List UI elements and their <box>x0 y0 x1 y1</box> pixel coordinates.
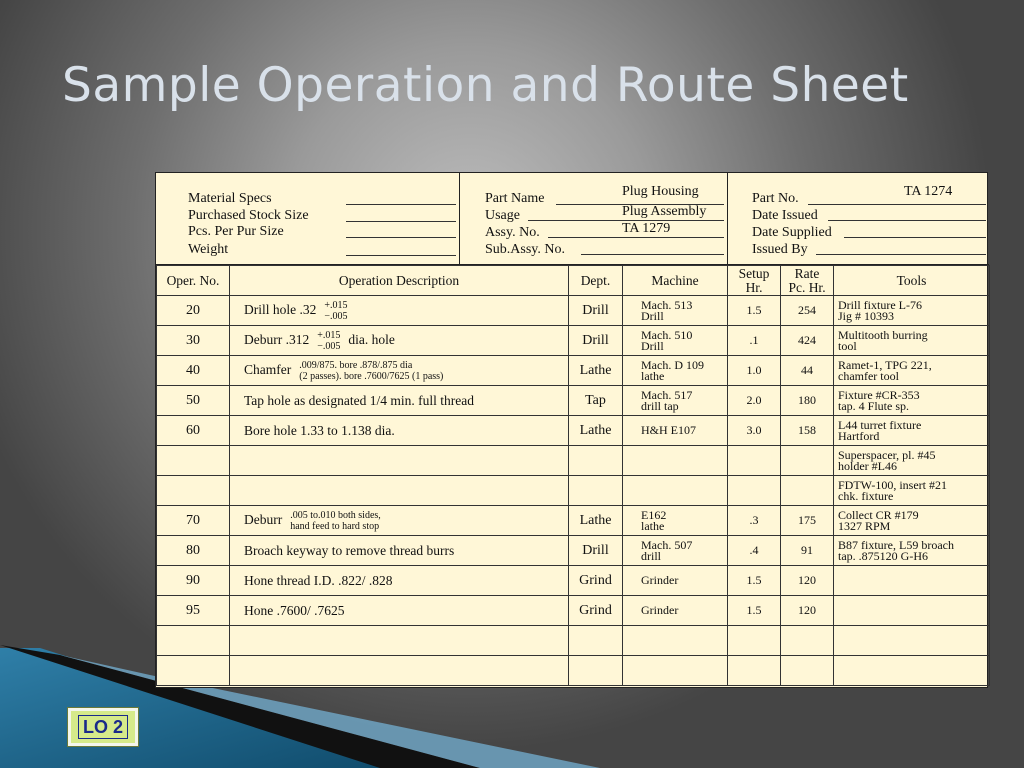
route-sheet <box>155 172 988 688</box>
table-row <box>157 596 990 626</box>
table-row <box>157 326 990 356</box>
col-machine: Machine <box>623 266 728 296</box>
oper-no-cell: 60 <box>157 416 230 446</box>
setup-cell <box>728 626 781 656</box>
dept-cell: Lathe <box>569 356 623 386</box>
part-no-value: TA 1274 <box>904 184 953 199</box>
date-issued-label: Date Issued <box>752 208 818 223</box>
tools-cell <box>834 656 990 686</box>
rate-cell <box>781 626 834 656</box>
dept-cell: Grind <box>569 566 623 596</box>
tools-cell: B87 fixture, L59 broach tap. .875120 G-H6 <box>834 536 990 566</box>
description-cell: Deburr .005 to.010 both sides, hand feed to hard stop <box>230 506 569 536</box>
operations-table <box>156 265 990 686</box>
oper-no-cell: 80 <box>157 536 230 566</box>
table-row <box>157 656 990 686</box>
machine-cell <box>623 446 728 476</box>
description-cell: Hone .7600/ .7625 <box>230 596 569 626</box>
col-oper-no: Oper. No. <box>157 266 230 296</box>
rate-cell <box>781 476 834 506</box>
oper-no-cell <box>157 626 230 656</box>
oper-no-cell: 20 <box>157 296 230 326</box>
tools-cell: Fixture #CR-353 tap. 4 Flute sp. <box>834 386 990 416</box>
description-cell: Deburr .312 +.015 −.005 dia. hole <box>230 326 569 356</box>
machine-cell: Mach. D 109 lathe <box>623 356 728 386</box>
setup-cell: .3 <box>728 506 781 536</box>
dept-cell <box>569 656 623 686</box>
rate-cell: 254 <box>781 296 834 326</box>
rate-cell: 44 <box>781 356 834 386</box>
dept-cell: Drill <box>569 536 623 566</box>
dept-cell: Tap <box>569 386 623 416</box>
table-row <box>157 476 990 506</box>
rate-cell: 120 <box>781 596 834 626</box>
assy-no-value: TA 1279 <box>622 221 671 236</box>
table-header-row <box>157 266 990 296</box>
table-row <box>157 356 990 386</box>
description-cell: Hone thread I.D. .822/ .828 <box>230 566 569 596</box>
oper-no-cell <box>157 656 230 686</box>
part-no-label: Part No. <box>752 191 799 206</box>
subassy-no-label: Sub.Assy. No. <box>485 242 565 257</box>
oper-no-cell <box>157 446 230 476</box>
col-rate: Rate Pc. Hr. <box>781 266 834 296</box>
col-dept: Dept. <box>569 266 623 296</box>
machine-cell: H&H E107 <box>623 416 728 446</box>
tools-cell: Superspacer, pl. #45 holder #L46 <box>834 446 990 476</box>
lo-badge <box>68 708 138 746</box>
tools-cell <box>834 626 990 656</box>
part-name-value: Plug Housing <box>622 184 699 199</box>
setup-cell <box>728 446 781 476</box>
lo-badge-label: LO 2 <box>78 715 128 739</box>
date-supplied-label: Date Supplied <box>752 225 832 240</box>
tools-cell: FDTW-100, insert #21 chk. fixture <box>834 476 990 506</box>
slide-title: Sample Operation and Route Sheet <box>62 58 909 113</box>
setup-cell: 2.0 <box>728 386 781 416</box>
setup-cell: 3.0 <box>728 416 781 446</box>
machine-cell <box>623 626 728 656</box>
setup-cell: .1 <box>728 326 781 356</box>
rate-cell <box>781 446 834 476</box>
oper-no-cell <box>157 476 230 506</box>
machine-cell: Mach. 517 drill tap <box>623 386 728 416</box>
table-row <box>157 446 990 476</box>
machine-cell: Mach. 513 Drill <box>623 296 728 326</box>
machine-cell: Grinder <box>623 566 728 596</box>
description-cell: Drill hole .32 +.015 −.005 <box>230 296 569 326</box>
tolerance: +.015 −.005 <box>324 299 348 322</box>
oper-no-cell: 95 <box>157 596 230 626</box>
material-specs-label: Material Specs <box>188 191 272 206</box>
tools-cell: Ramet-1, TPG 221, chamfer tool <box>834 356 990 386</box>
oper-no-cell: 30 <box>157 326 230 356</box>
dept-cell: Lathe <box>569 506 623 536</box>
table-row <box>157 416 990 446</box>
description-cell: Chamfer .009/875. bore .878/.875 dia (2 passes). bore .7600/7625 (1 pass) <box>230 356 569 386</box>
dept-cell <box>569 476 623 506</box>
tools-cell <box>834 566 990 596</box>
tools-cell <box>834 596 990 626</box>
weight-label: Weight <box>188 242 229 257</box>
dept-cell: Lathe <box>569 416 623 446</box>
oper-no-cell: 90 <box>157 566 230 596</box>
setup-cell: 1.5 <box>728 596 781 626</box>
tools-cell: L44 turret fixture Hartford <box>834 416 990 446</box>
operation-note: .005 to.010 both sides, hand feed to hard stop <box>290 509 381 532</box>
table-row <box>157 566 990 596</box>
machine-cell: Mach. 510 Drill <box>623 326 728 356</box>
col-setup: Setup Hr. <box>728 266 781 296</box>
table-row <box>157 626 990 656</box>
oper-no-cell: 50 <box>157 386 230 416</box>
part-name-label: Part Name <box>485 191 545 206</box>
description-cell <box>230 446 569 476</box>
dept-cell: Drill <box>569 296 623 326</box>
dept-cell <box>569 626 623 656</box>
operation-note: .009/875. bore .878/.875 dia (2 passes). bore .7600/7625 (1 pass) <box>299 359 444 382</box>
usage-label: Usage <box>485 208 520 223</box>
setup-cell: 1.0 <box>728 356 781 386</box>
rate-cell: 120 <box>781 566 834 596</box>
setup-cell: .4 <box>728 536 781 566</box>
tools-cell: Collect CR #179 1327 RPM <box>834 506 990 536</box>
rate-cell: 175 <box>781 506 834 536</box>
description-cell <box>230 476 569 506</box>
col-description: Operation Description <box>230 266 569 296</box>
description-cell: Bore hole 1.33 to 1.138 dia. <box>230 416 569 446</box>
description-cell: Tap hole as designated 1/4 min. full thread <box>230 386 569 416</box>
issued-by-label: Issued By <box>752 242 808 257</box>
tools-cell: Drill fixture L-76 Jig # 10393 <box>834 296 990 326</box>
rate-cell: 91 <box>781 536 834 566</box>
oper-no-cell: 70 <box>157 506 230 536</box>
setup-cell <box>728 656 781 686</box>
machine-cell <box>623 656 728 686</box>
table-row <box>157 536 990 566</box>
rate-cell <box>781 656 834 686</box>
stock-size-label: Purchased Stock Size <box>188 208 309 223</box>
table-row <box>157 296 990 326</box>
description-cell <box>230 656 569 686</box>
table-row <box>157 386 990 416</box>
setup-cell: 1.5 <box>728 566 781 596</box>
dept-cell: Drill <box>569 326 623 356</box>
description-cell: Broach keyway to remove thread burrs <box>230 536 569 566</box>
machine-cell: Grinder <box>623 596 728 626</box>
dept-cell: Grind <box>569 596 623 626</box>
usage-value: Plug Assembly <box>622 204 707 219</box>
table-row <box>157 506 990 536</box>
dept-cell <box>569 446 623 476</box>
col-tools: Tools <box>834 266 990 296</box>
rate-cell: 158 <box>781 416 834 446</box>
tools-cell: Multitooth burring tool <box>834 326 990 356</box>
setup-cell: 1.5 <box>728 296 781 326</box>
description-cell <box>230 626 569 656</box>
machine-cell: Mach. 507 drill <box>623 536 728 566</box>
assy-no-label: Assy. No. <box>485 225 540 240</box>
rate-cell: 424 <box>781 326 834 356</box>
oper-no-cell: 40 <box>157 356 230 386</box>
setup-cell <box>728 476 781 506</box>
tolerance: +.015 −.005 <box>317 329 341 352</box>
rate-cell: 180 <box>781 386 834 416</box>
machine-cell <box>623 476 728 506</box>
sheet-header <box>156 173 989 265</box>
machine-cell: E162 lathe <box>623 506 728 536</box>
pcs-per-pur-label: Pcs. Per Pur Size <box>188 224 284 239</box>
